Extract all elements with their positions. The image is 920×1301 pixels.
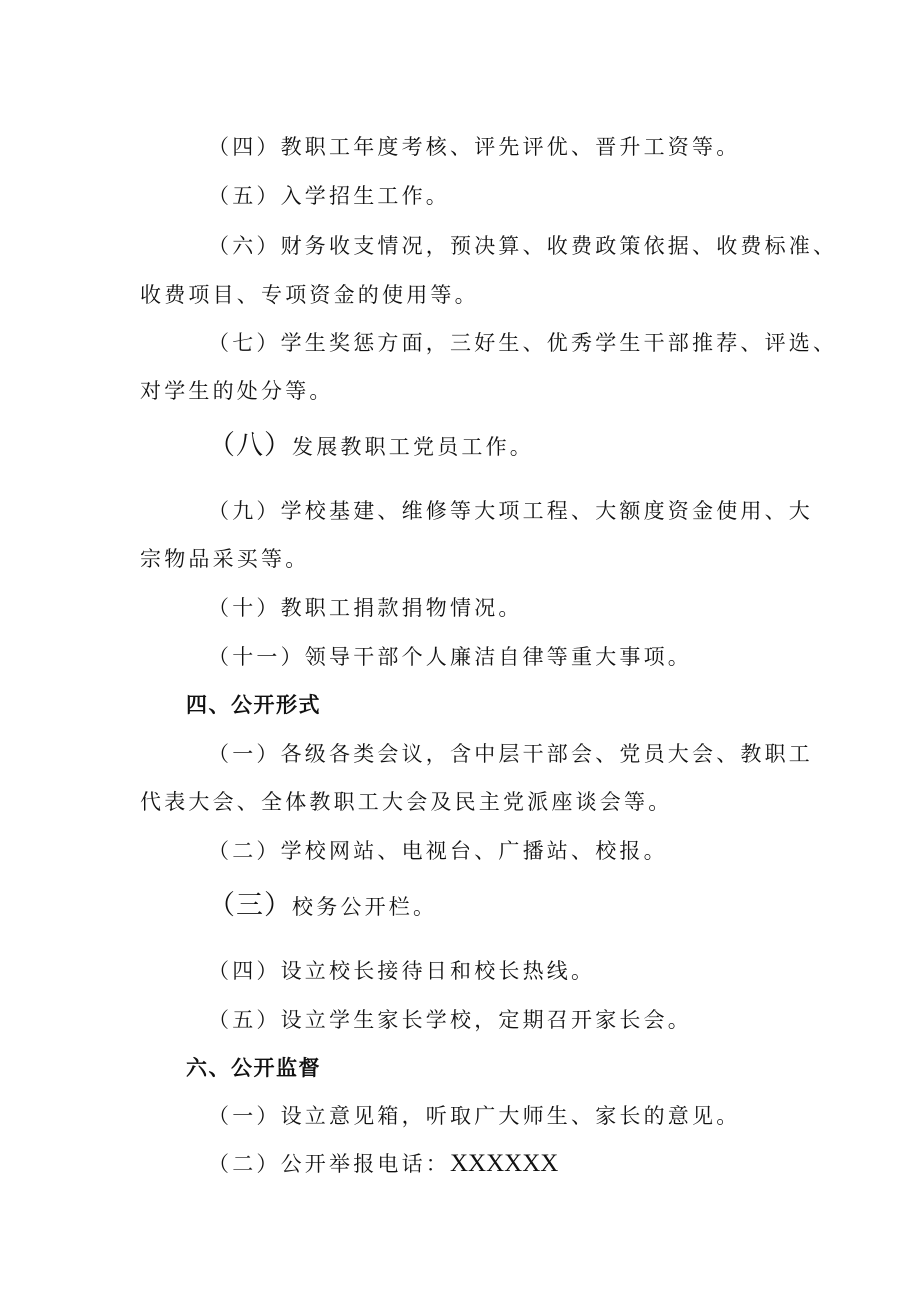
form-1-meetings-line-2: 代表大会、全体教职工大会及民主党派座谈会等。: [140, 790, 673, 814]
item-8-paren-number: （八）: [208, 430, 292, 461]
form-2-media: （二）学校网站、电视台、广播站、校报。: [208, 839, 668, 863]
item-7-awards-line-2: 对学生的处分等。: [140, 379, 334, 403]
supervise-2-phone: [208, 1150, 558, 1178]
form-1-meetings-line-1: （一）各级各类会议，含中层干部会、党员大会、教职工: [208, 742, 813, 766]
phone-number: XXXXXX: [450, 1150, 559, 1177]
item-6-finance-line-1: （六）财务收支情况，预决算、收费政策依据、收费标准、: [208, 234, 838, 258]
form-5-parents: （五）设立学生家长学校，定期召开家长会。: [208, 1008, 692, 1032]
item-9-construction-line-2: 宗物品采买等。: [140, 547, 310, 571]
item-7-awards-line-1: （七）学生奖惩方面，三好生、优秀学生干部推荐、评选、: [208, 331, 838, 355]
form-4-hotline: （四）设立校长接待日和校长热线。: [208, 959, 596, 983]
item-10-donations: （十）教职工捐款捐物情况。: [208, 596, 523, 620]
item-11-integrity: （十一）领导干部个人廉洁自律等重大事项。: [208, 645, 692, 669]
form-3-text: 校务公开栏。: [292, 895, 438, 919]
item-8-party: [208, 432, 534, 461]
item-4-appraisal: （四）教职工年度考核、评先评优、晋升工资等。: [208, 135, 741, 159]
section-4-heading: 四、公开形式: [186, 693, 321, 717]
supervise-1-box: （一）设立意见箱，听取广大师生、家长的意见。: [208, 1104, 741, 1128]
item-6-finance-line-2: 收费项目、专项资金的使用等。: [140, 283, 479, 307]
item-5-enrollment: （五）入学招生工作。: [208, 184, 450, 208]
section-6-heading: 六、公开监督: [186, 1056, 321, 1080]
form-3-board: [208, 892, 437, 921]
item-8-text: 发展教职工党员工作。: [292, 435, 534, 459]
phone-label: （二）公开举报电话：: [208, 1152, 450, 1176]
item-9-construction-line-1: （九）学校基建、维修等大项工程、大额度资金使用、大: [208, 499, 813, 523]
form-3-paren-number: （三）: [208, 890, 292, 921]
